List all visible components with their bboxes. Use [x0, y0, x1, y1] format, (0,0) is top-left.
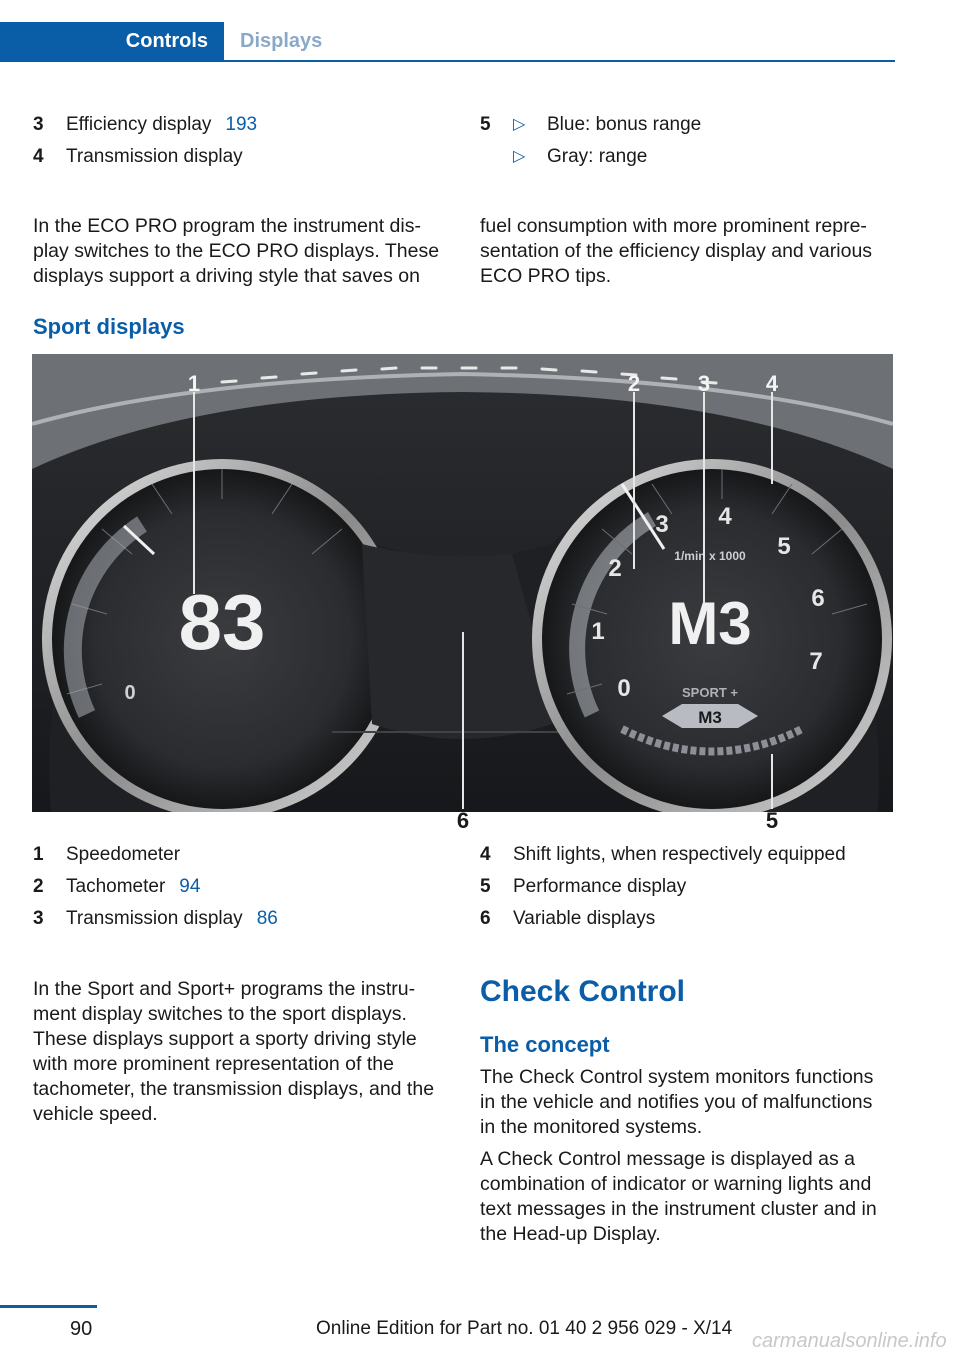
mode-label: SPORT +: [682, 685, 738, 700]
item-text: Tachometer 94: [66, 876, 201, 897]
bullet-text: Blue: bonus range: [547, 114, 702, 135]
text-line: fuel consumption with more prominent repre-: [480, 215, 867, 237]
item-number: 1: [33, 844, 44, 865]
top-right-list: [480, 112, 900, 176]
text-line: with more prominent representation of the: [33, 1053, 394, 1075]
header-divider: [0, 60, 895, 62]
callout-5: 5: [765, 808, 779, 830]
text-line: In the ECO PRO program the instrument dis-: [33, 215, 421, 237]
item-text: Speedometer: [66, 844, 181, 865]
tach-label-2: 2: [608, 555, 622, 582]
triangle-bullet-icon: ▷: [513, 148, 526, 165]
page-number: 90: [70, 1318, 93, 1340]
item-number: 3: [33, 908, 44, 929]
item-number: 4: [480, 844, 491, 865]
list-item: [33, 874, 453, 906]
item-number: 6: [480, 908, 491, 929]
callout-1: 1: [187, 371, 201, 396]
text-line: These displays support a sporty driving style: [33, 1028, 417, 1050]
callout-2: 2: [627, 371, 641, 396]
text-line: The Check Control system monitors functions: [480, 1066, 874, 1088]
tach-label-6: 6: [811, 585, 825, 612]
item-text: Performance display: [513, 876, 687, 897]
list-item: [33, 906, 453, 938]
text-line: In the Sport and Sport+ programs the instru-: [33, 978, 416, 1000]
sport-paragraph: [33, 977, 463, 1127]
top-left-list: [33, 112, 453, 176]
subheading-the-concept: The concept: [480, 1032, 610, 1057]
check-control-paragraph-1: [480, 1065, 900, 1140]
callout-3: 3: [697, 371, 711, 396]
item-text: Shift lights, when respectively equipped: [513, 844, 846, 865]
list-item: [480, 906, 900, 938]
gear-indicator: M3: [668, 590, 752, 657]
figure-legend-right: [480, 842, 900, 938]
list-item: [480, 842, 900, 874]
speed-value: 83: [178, 578, 266, 666]
callout-6: 6: [456, 808, 470, 830]
text-line: text messages in the instrument cluster and in: [480, 1198, 877, 1220]
item-text: Variable displays: [513, 908, 656, 929]
list-item: [33, 842, 453, 874]
item-number: 2: [33, 876, 44, 897]
item-number: 3: [33, 114, 44, 135]
text-line: displays support a driving style that saves on: [33, 265, 420, 287]
mode-badge-text: M3: [698, 708, 722, 727]
page-header: [0, 22, 895, 62]
rpm-unit-label: 1/min x 1000: [674, 549, 746, 563]
instrument-cluster-figure: [32, 354, 893, 830]
tab-displays[interactable]: Displays: [240, 29, 323, 52]
triangle-bullet-icon: ▷: [513, 116, 526, 133]
item-text: Efficiency display 193: [66, 114, 258, 135]
text-line: tachometer, the transmission displays, and the: [33, 1078, 435, 1100]
text-line: combination of indicator or warning lights and: [480, 1173, 872, 1195]
text-line: ment display switches to the sport displays.: [33, 1003, 407, 1025]
footer-divider: [0, 1305, 97, 1308]
section-heading-check-control: Check Control: [480, 975, 686, 1008]
tach-label-5: 5: [777, 533, 791, 560]
eco-pro-paragraph-right: [480, 214, 910, 289]
text-line: in the monitored systems.: [480, 1116, 703, 1138]
eco-pro-paragraph-left: [33, 214, 463, 289]
bullet-text: Gray: range: [547, 146, 648, 167]
section-heading-sport-displays: Sport displays: [33, 314, 185, 339]
item-number: 5: [480, 876, 491, 897]
text-line: the Head-up Display.: [480, 1223, 661, 1245]
list-item: [480, 144, 900, 176]
callout-4: 4: [765, 371, 779, 396]
page-reference-link[interactable]: 86: [256, 908, 278, 929]
text-line: A Check Control message is displayed as a: [480, 1148, 856, 1170]
list-item: [33, 112, 453, 144]
text-line: sentation of the efficiency display and various: [480, 240, 873, 262]
text-line: vehicle speed.: [33, 1103, 158, 1125]
text-line: play switches to the ECO PRO displays. These: [33, 240, 440, 262]
tach-label-4: 4: [718, 503, 732, 530]
page-reference-link[interactable]: 94: [179, 876, 201, 897]
figure-legend-left: [33, 842, 453, 938]
speed-zero-label: 0: [124, 682, 136, 704]
tab-controls[interactable]: Controls: [0, 22, 224, 60]
tach-label-7: 7: [809, 648, 823, 675]
tach-label-0: 0: [617, 675, 631, 702]
item-number: 5: [480, 114, 491, 135]
item-number: 4: [33, 146, 44, 167]
edition-text: Online Edition for Part no. 01 40 2 956 029 - X/14: [316, 1318, 733, 1339]
page-reference-link[interactable]: 193: [225, 114, 258, 135]
list-item: [33, 144, 453, 176]
text-line: ECO PRO tips.: [480, 265, 612, 287]
tach-label-3: 3: [655, 511, 669, 538]
list-item: [480, 874, 900, 906]
list-item: [480, 112, 900, 144]
check-control-paragraph-2: [480, 1147, 900, 1247]
item-text: Transmission display: [66, 146, 243, 167]
item-text: Transmission display 86: [66, 908, 278, 929]
tach-label-1: 1: [591, 618, 605, 645]
text-line: in the vehicle and notifies you of malfunctions: [480, 1091, 873, 1113]
watermark: carmanualsonline.info: [752, 1330, 947, 1352]
